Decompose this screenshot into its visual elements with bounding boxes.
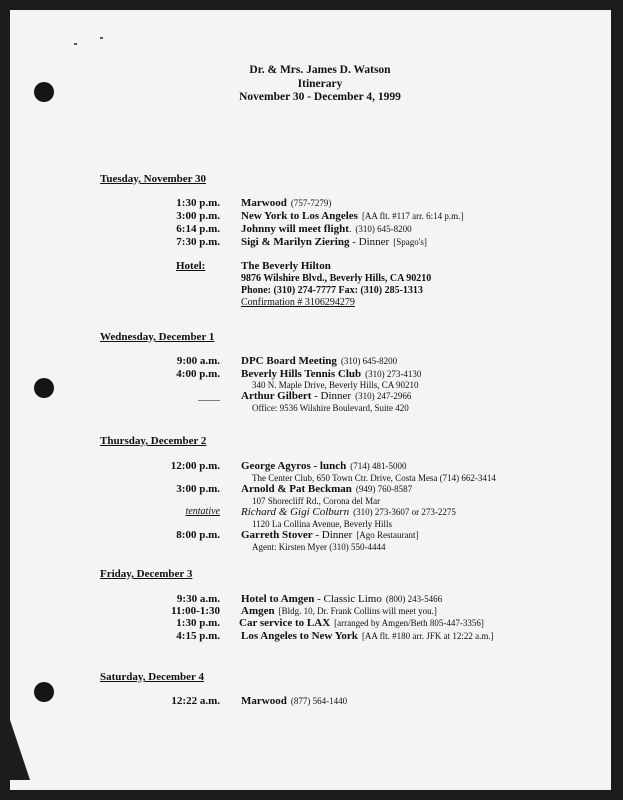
- entry-note: (800) 243-5466: [385, 594, 443, 604]
- entry-note: (877) 564-1440: [290, 696, 348, 706]
- header-names: Dr. & Mrs. James D. Watson: [249, 64, 391, 76]
- entry-time: 7:30 p.m.: [176, 236, 220, 248]
- entry-title: Beverly Hills Tennis Club: [241, 368, 362, 380]
- hotel-phone: Phone: (310) 274-7777 Fax: (310) 285-1313: [241, 285, 423, 296]
- entry-rest: - Dinner: [312, 529, 353, 541]
- entry-note: (757-7279): [290, 198, 332, 208]
- entry-note: (714) 481-5000: [350, 461, 407, 471]
- itinerary-entry: [0, 529, 623, 543]
- hotel-label: Hotel:: [176, 260, 206, 272]
- itinerary-entry: [0, 506, 623, 520]
- entry-time: ____: [198, 390, 220, 402]
- entry-title: George Agyros - lunch: [241, 460, 347, 472]
- entry-event: [241, 593, 442, 605]
- entry-address: 107 Shorecliff Rd., Corona del Mar: [252, 496, 381, 506]
- entry-event: [239, 617, 484, 629]
- entry-time: 3:00 p.m.: [176, 483, 220, 495]
- entry-event: [241, 236, 427, 248]
- entry-rest: - Dinner: [311, 390, 352, 402]
- entry-event: [241, 223, 412, 235]
- entry-time: 11:00-1:30: [171, 605, 220, 617]
- entry-note: [Ago Restaurant]: [356, 530, 419, 540]
- entry-address: The Center Club, 650 Town Ctr. Drive, Costa Mesa (714) 662-3414: [252, 473, 496, 483]
- entry-event: [241, 368, 421, 380]
- entry-note: (310) 247-2966: [355, 391, 412, 401]
- entry-address: Office: 9536 Wilshire Boulevard, Suite 420: [252, 403, 409, 413]
- itinerary-entry: [0, 355, 623, 369]
- page-speck: [100, 37, 103, 39]
- itinerary-entry: [0, 695, 623, 709]
- itinerary-entry: [0, 630, 623, 644]
- entry-time: 9:00 a.m.: [176, 355, 220, 367]
- entry-event: [241, 605, 437, 617]
- day-heading: Tuesday, November 30: [100, 173, 207, 185]
- entry-title: Hotel to Amgen: [241, 593, 315, 605]
- entry-time: 8:00 p.m.: [176, 529, 220, 541]
- entry-note: [AA flt. #117 arr. 6:14 p.m.]: [361, 211, 464, 221]
- entry-time: 12:00 p.m.: [170, 460, 220, 472]
- entry-title: Amgen: [241, 605, 275, 617]
- entry-event: [241, 355, 397, 367]
- day-heading: Thursday, December 2: [100, 435, 207, 447]
- itinerary-entry: [0, 223, 623, 237]
- header-title: Itinerary: [297, 77, 343, 90]
- entry-time: 1:30 p.m.: [176, 617, 220, 629]
- entry-event: [241, 630, 494, 642]
- hotel-address: 9876 Wilshire Blvd., Beverly Hills, CA 90210: [241, 273, 432, 284]
- entry-event: [241, 506, 456, 518]
- entry-address: 340 N. Maple Drive, Beverly Hills, CA 90210: [252, 380, 419, 390]
- entry-time: 1:30 p.m.: [176, 197, 220, 209]
- itinerary-entry: [0, 390, 623, 404]
- entry-note: [arranged by Amgen/Beth 805-447-3356]: [334, 618, 484, 628]
- entry-title: Car service to LAX: [239, 617, 331, 629]
- hotel-confirmation: Confirmation # 3106294279: [241, 297, 355, 308]
- entry-event: [241, 483, 412, 495]
- entry-address: 1120 La Collina Avenue, Beverly Hills: [252, 519, 392, 529]
- entry-note: [Bldg. 10, Dr. Frank Collins will meet you.]: [278, 606, 437, 616]
- entry-title: Johnny will meet flight: [241, 223, 349, 235]
- entry-time: 4:00 p.m.: [176, 368, 220, 380]
- entry-note: [Spago's]: [393, 237, 427, 247]
- day-heading: Saturday, December 4: [100, 671, 204, 683]
- entry-event: [241, 460, 406, 472]
- entry-title: Los Angeles to New York: [241, 630, 358, 642]
- entry-time: 9:30 a.m.: [176, 593, 220, 605]
- entry-time: tentative: [185, 506, 220, 517]
- entry-note: (310) 273-4130: [365, 369, 422, 379]
- entry-note: (949) 760-8587: [355, 484, 413, 494]
- itinerary-entry: [0, 197, 623, 211]
- entry-event: [241, 695, 347, 707]
- itinerary-entry: [0, 617, 623, 631]
- entry-title: Richard & Gigi Colburn: [241, 506, 350, 518]
- entry-title: Arnold & Pat Beckman: [241, 483, 352, 495]
- entry-title: Marwood: [241, 197, 287, 209]
- day-heading: Wednesday, December 1: [100, 331, 215, 343]
- entry-title: Marwood: [241, 695, 287, 707]
- entry-title: New York to Los Angeles: [241, 210, 358, 222]
- itinerary-entry: [0, 460, 623, 474]
- entry-event: [241, 197, 331, 209]
- entry-title: DPC Board Meeting: [241, 355, 337, 367]
- punch-hole: [34, 82, 54, 102]
- entry-event: [241, 210, 463, 222]
- entry-title: Arthur Gilbert: [241, 390, 312, 402]
- entry-note: (310) 645-8200: [355, 224, 412, 234]
- header-dates: November 30 - December 4, 1999: [239, 91, 401, 103]
- entry-time: 12:22 a.m.: [171, 695, 220, 707]
- entry-note: (310) 273-3607 or 273-2275: [353, 507, 456, 517]
- entry-event: [241, 390, 411, 402]
- itinerary-header: [200, 64, 440, 105]
- entry-rest: - Classic Limo: [314, 593, 382, 605]
- itinerary-entry: [0, 236, 623, 250]
- entry-time: 4:15 p.m.: [176, 630, 220, 642]
- entry-time: 6:14 p.m.: [176, 223, 220, 235]
- day-heading: Friday, December 3: [100, 568, 193, 580]
- itinerary-entry: [0, 210, 623, 224]
- entry-title: Sigi & Marilyn Ziering: [241, 236, 350, 248]
- entry-agent: Agent: Kirsten Myer (310) 550-4444: [252, 542, 386, 552]
- entry-rest: - Dinner: [349, 236, 390, 248]
- hotel-name: The Beverly Hilton: [241, 260, 331, 272]
- entry-note: (310) 645-8200: [340, 356, 398, 366]
- entry-time: 3:00 p.m.: [176, 210, 220, 222]
- entry-event: [241, 529, 419, 541]
- entry-note: [AA flt. #180 arr. JFK at 12:22 a.m.]: [361, 631, 494, 641]
- entry-rest: .: [348, 224, 352, 235]
- entry-title: Garreth Stover: [241, 529, 313, 541]
- page-speck: [74, 43, 77, 45]
- itinerary-entry: [0, 483, 623, 497]
